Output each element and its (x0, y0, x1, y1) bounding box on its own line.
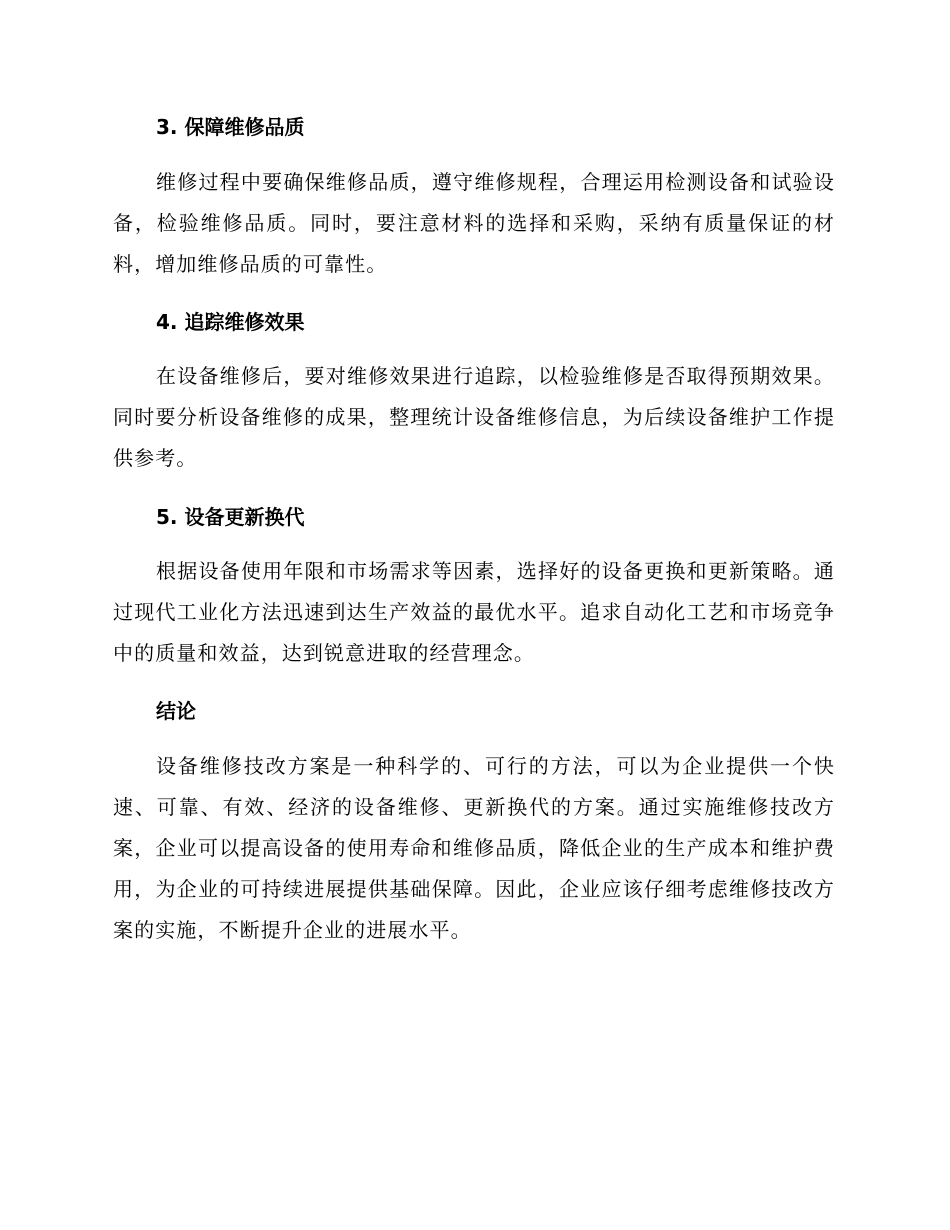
conclusion-heading: 结论 (156, 699, 196, 723)
section-body-5: 根据设备使用年限和市场需求等因素，选择好的设备更换和更新策略。通过现代工业化方法迅速到达生产效益的最优水平。追求自动化工艺和市场竞争中的质量和效益，达到锐意进取的经营理念。 (113, 559, 835, 665)
section-heading-3: 3. 保障维修品质 (156, 115, 305, 139)
conclusion-body: 设备维修技改方案是一种科学的、可行的方法，可以为企业提供一个快速、可靠、有效、经济的设备维修、更新换代的方案。通过实施维修技改方案，企业可以提高设备的使用寿命和维修品质，降低企业的生产成本和维护费用，为企业的可持续进展提供基础保障。因此，企业应该仔细考虑维修技改方案的实施，不断提升企业的进展水平。 (113, 754, 835, 942)
section-heading-4: 4. 追踪维修效果 (156, 310, 305, 334)
section-body-4: 在设备维修后，要对维修效果进行追踪，以检验维修是否取得预期效果。同时要分析设备维修的成果，整理统计设备维修信息，为后续设备维护工作提供参考。 (113, 364, 835, 470)
section-heading-5: 5. 设备更新换代 (156, 505, 305, 529)
section-body-3: 维修过程中要确保维修品质，遵守维修规程，合理运用检测设备和试验设备，检验维修品质。同时，要注意材料的选择和采购，采纳有质量保证的材料，增加维修品质的可靠性。 (113, 170, 835, 276)
